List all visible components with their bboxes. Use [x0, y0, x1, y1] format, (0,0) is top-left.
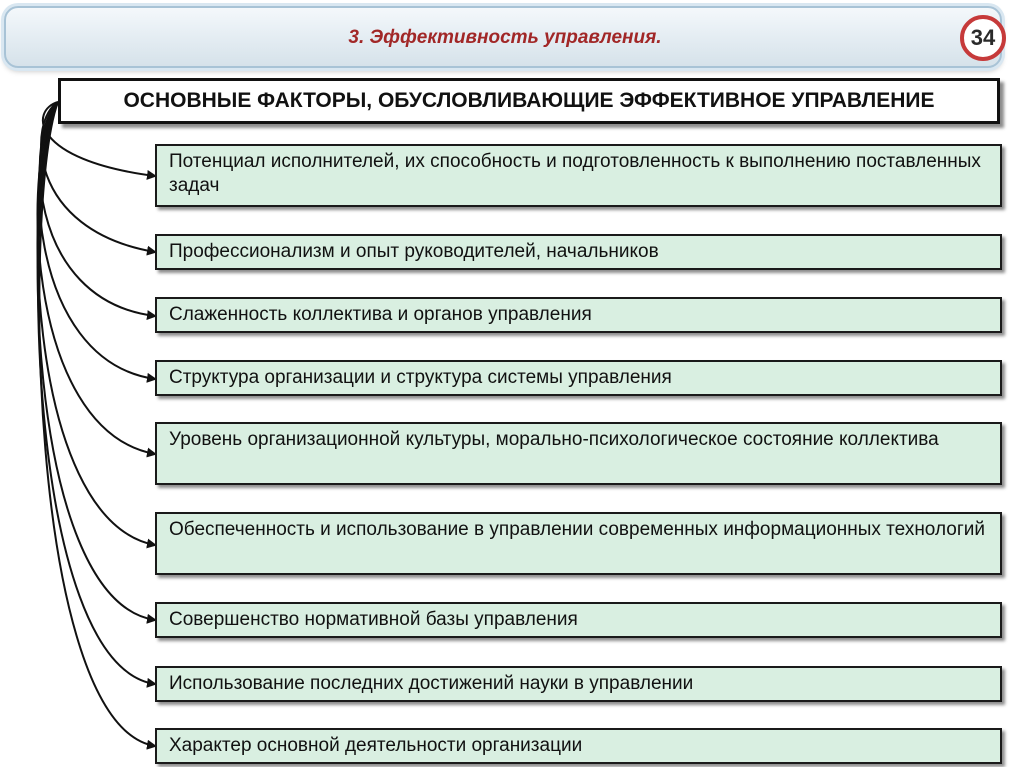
- factor-box-6: [155, 512, 1002, 575]
- connector-8: [38, 102, 155, 684]
- factor-text-2: Профессионализм и опыт руководителей, начальников: [169, 241, 659, 262]
- connector-7: [38, 102, 155, 620]
- page-number-badge: 34: [960, 15, 1006, 61]
- factor-text-4: Структура организации и структура системы управления: [169, 367, 672, 388]
- factor-text-1: Потенциал исполнителей, их способность и подготовленность к выполнению поставленных задач: [169, 151, 981, 196]
- connector-4: [39, 102, 155, 379]
- main-heading: ОСНОВНЫЕ ФАКТОРЫ, ОБУСЛОВЛИВАЮЩИЕ ЭФФЕКТИВНОЕ УПРАВЛЕНИЕ: [58, 78, 1000, 124]
- factor-text-8: Использование последних достижений науки в управлении: [169, 673, 694, 694]
- factor-box-7: [155, 602, 1002, 638]
- factor-box-8: [155, 666, 1002, 702]
- connector-5: [38, 102, 155, 454]
- factor-text-3: Слаженность коллектива и органов управления: [169, 304, 592, 325]
- connector-3: [40, 102, 155, 316]
- factor-text-7: Совершенство нормативной базы управления: [169, 609, 578, 630]
- header-bar: [4, 6, 1002, 68]
- factor-box-5: [155, 422, 1002, 485]
- factor-box-9: [155, 728, 1002, 764]
- factor-box-4: [155, 360, 1002, 396]
- connector-2: [41, 102, 155, 252]
- connector-9: [39, 102, 155, 746]
- factor-box-1: [155, 144, 1002, 207]
- factor-box-2: [155, 234, 1002, 270]
- connector-6: [38, 102, 155, 545]
- slide-title: 3. Эффективность управления.: [348, 27, 662, 48]
- factor-text-6: Обеспеченность и использование в управлении современных информационных технологий: [169, 519, 985, 540]
- factor-text-5: Уровень организационной культуры, морально-психологическое состояние коллектива: [169, 429, 939, 450]
- factor-text-9: Характер основной деятельности организации: [169, 735, 583, 756]
- factor-box-3: [155, 297, 1002, 333]
